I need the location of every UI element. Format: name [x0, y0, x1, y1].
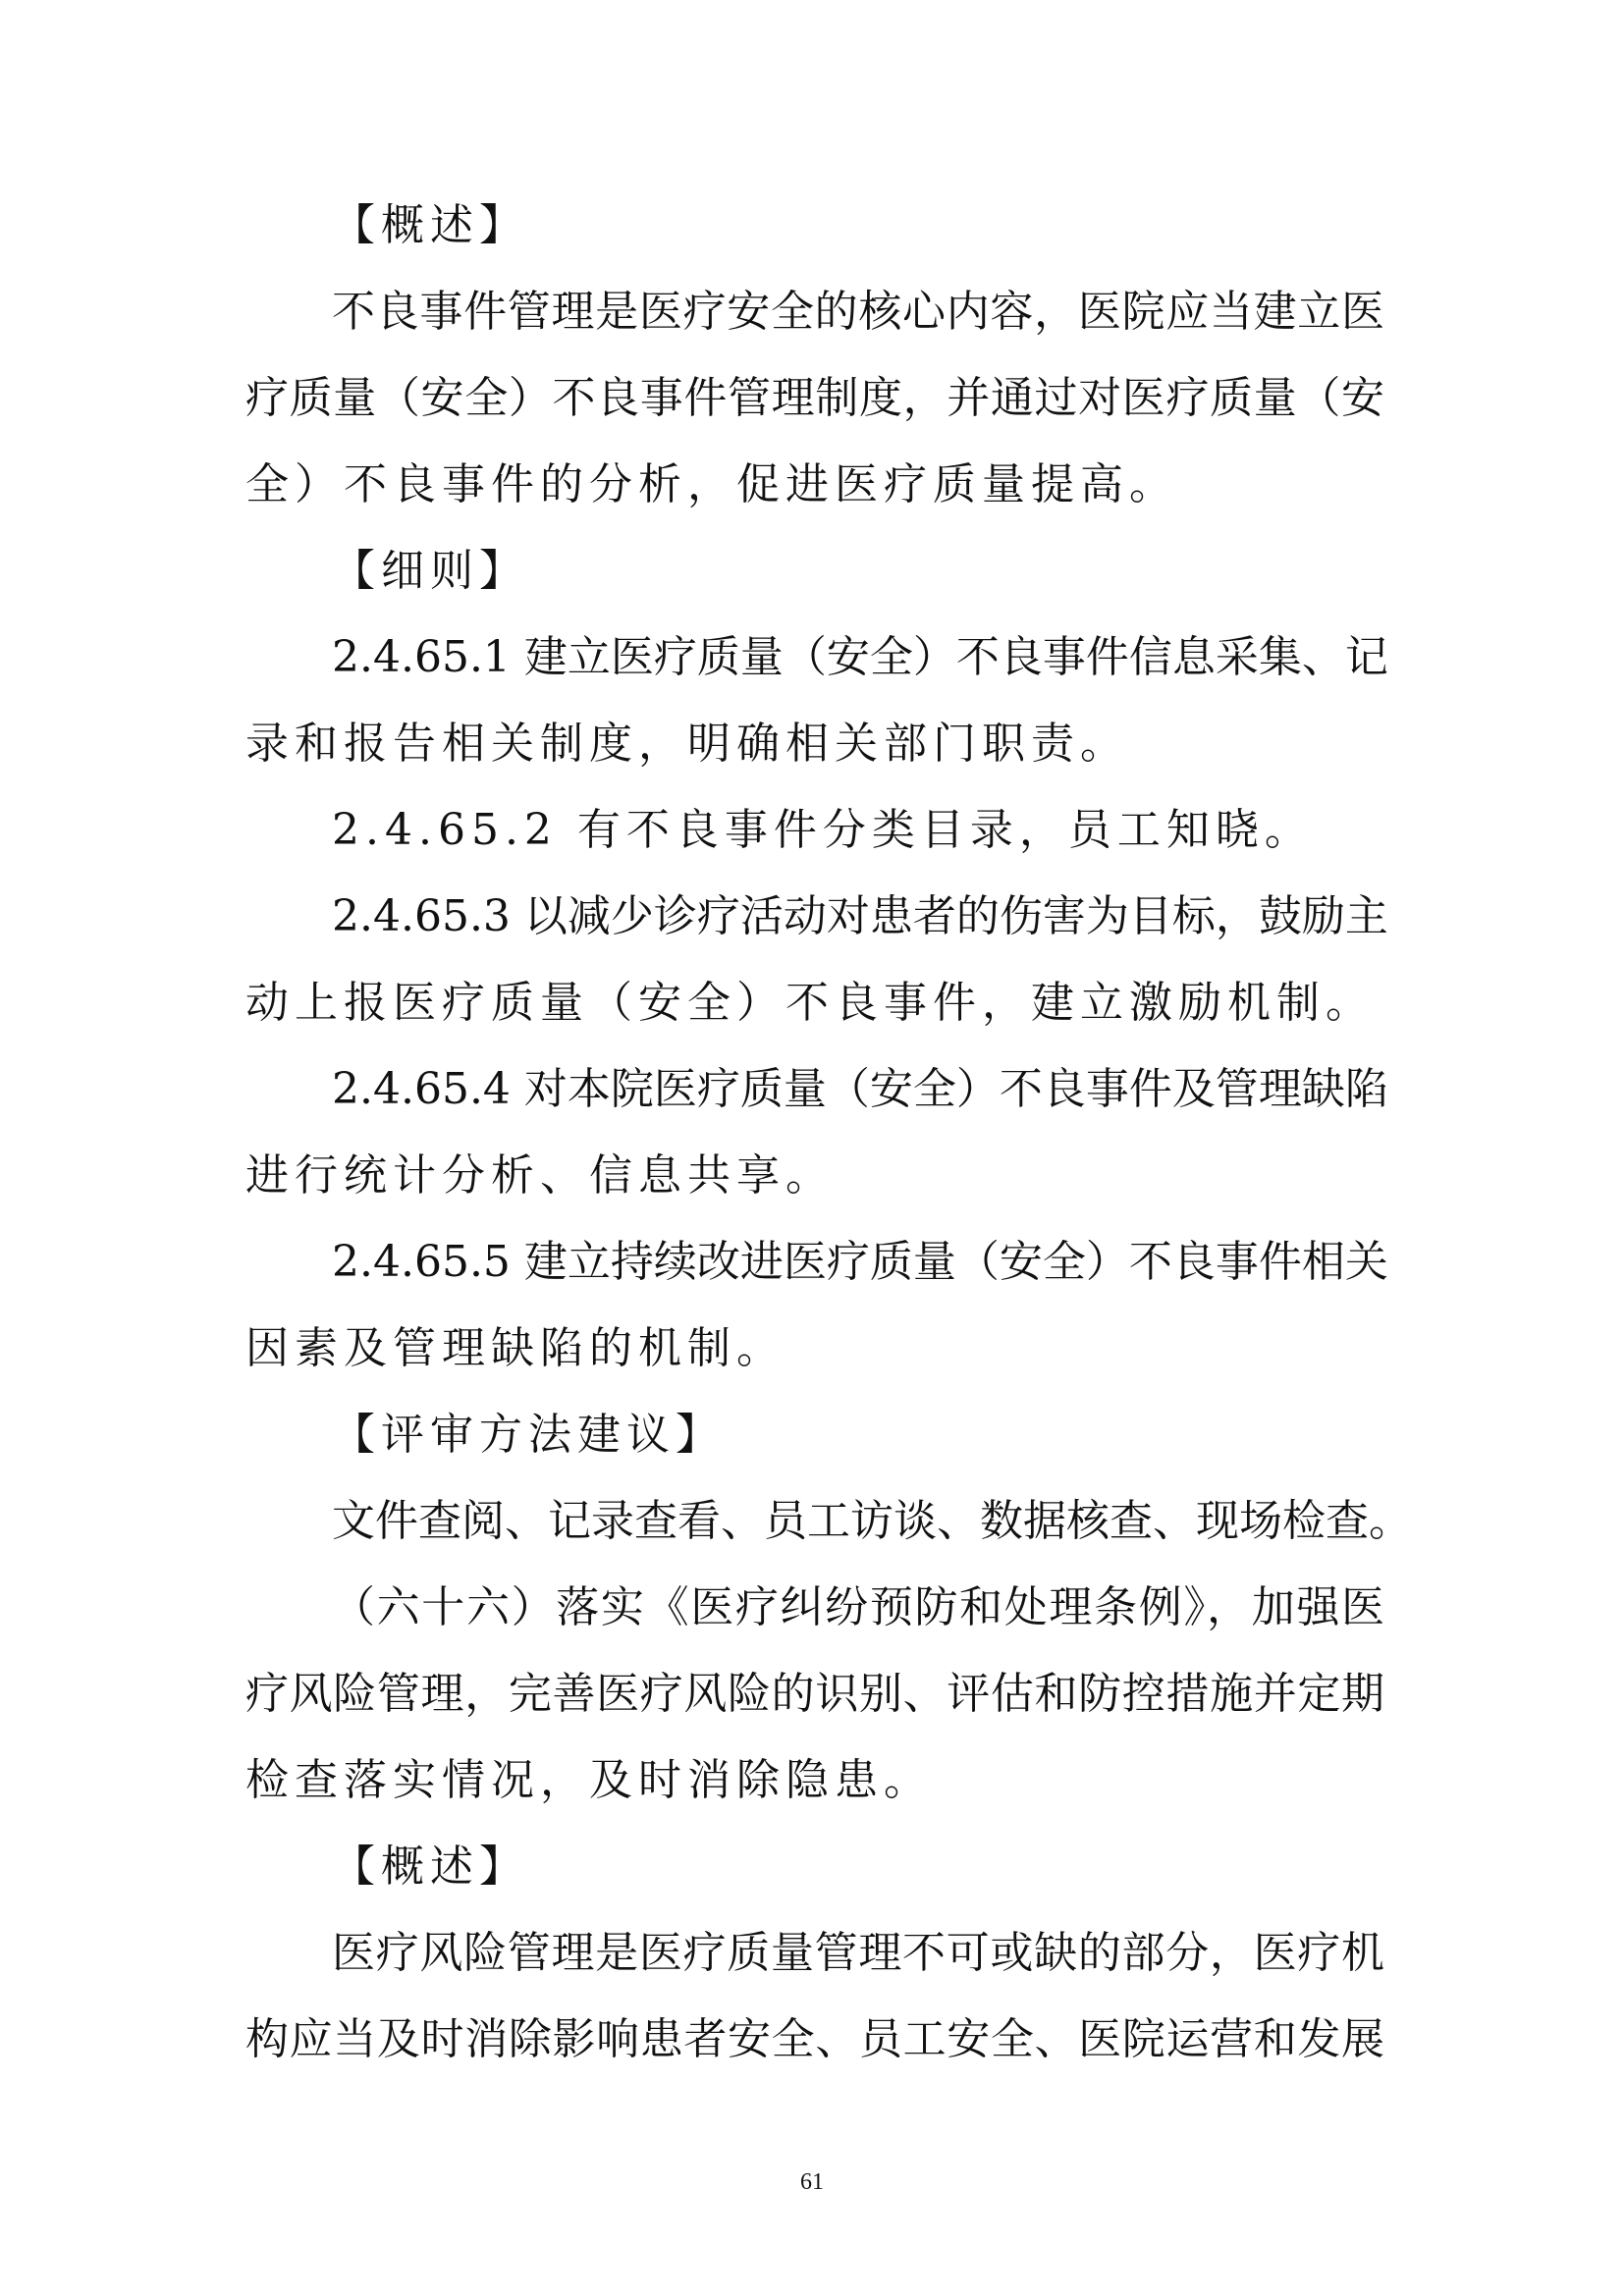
- paragraph-line: 因素及管理缺陷的机制。: [245, 1323, 785, 1373]
- section-heading-overview: 【概述】: [332, 1842, 528, 1892]
- paragraph-line: 不良事件管理是医疗安全的核心内容，医院应当建立医: [332, 287, 1384, 337]
- paragraph-line: 疗质量（安全）不良事件管理制度，并通过对医疗质量（安: [245, 373, 1384, 423]
- paragraph-line: 录和报告相关制度，明确相关部门职责。: [245, 719, 1129, 769]
- paragraph-line: 动上报医疗质量（安全）不良事件，建立激励机制。: [245, 978, 1375, 1028]
- paragraph-line: 检查落实情况，及时消除隐患。: [245, 1755, 933, 1805]
- clause-2-4-65-5: 2.4.65.5 建立持续改进医疗质量（安全）不良事件相关: [332, 1237, 1388, 1287]
- section-heading-overview: 【概述】: [332, 200, 528, 250]
- section-heading-review-methods: 【评审方法建议】: [332, 1410, 725, 1460]
- paragraph-line: 疗风险管理，完善医疗风险的识别、评估和防控措施并定期: [245, 1669, 1384, 1719]
- paragraph-line: 文件查阅、记录查看、员工访谈、数据核查、现场检查。: [332, 1496, 1412, 1546]
- page-number: 61: [800, 2169, 824, 2195]
- paragraph-line: 全）不良事件的分析，促进医疗质量提高。: [245, 459, 1178, 509]
- clause-2-4-65-2: 2.4.65.2 有不良事件分类目录，员工知晓。: [332, 805, 1314, 855]
- paragraph-line: 医疗风险管理是医疗质量管理不可或缺的部分，医疗机: [332, 1928, 1384, 1978]
- item-sixty-six: （六十六）落实《医疗纠纷预防和处理条例》，加强医: [332, 1582, 1384, 1632]
- paragraph-line: 构应当及时消除影响患者安全、员工安全、医院运营和发展: [245, 2014, 1384, 2064]
- clause-2-4-65-3: 2.4.65.3 以减少诊疗活动对患者的伤害为目标，鼓励主: [332, 891, 1388, 941]
- clause-2-4-65-1: 2.4.65.1 建立医疗质量（安全）不良事件信息采集、记: [332, 632, 1388, 682]
- paragraph-line: 进行统计分析、信息共享。: [245, 1150, 835, 1201]
- clause-2-4-65-4: 2.4.65.4 对本院医疗质量（安全）不良事件及管理缺陷: [332, 1064, 1388, 1114]
- section-heading-details: 【细则】: [332, 546, 528, 596]
